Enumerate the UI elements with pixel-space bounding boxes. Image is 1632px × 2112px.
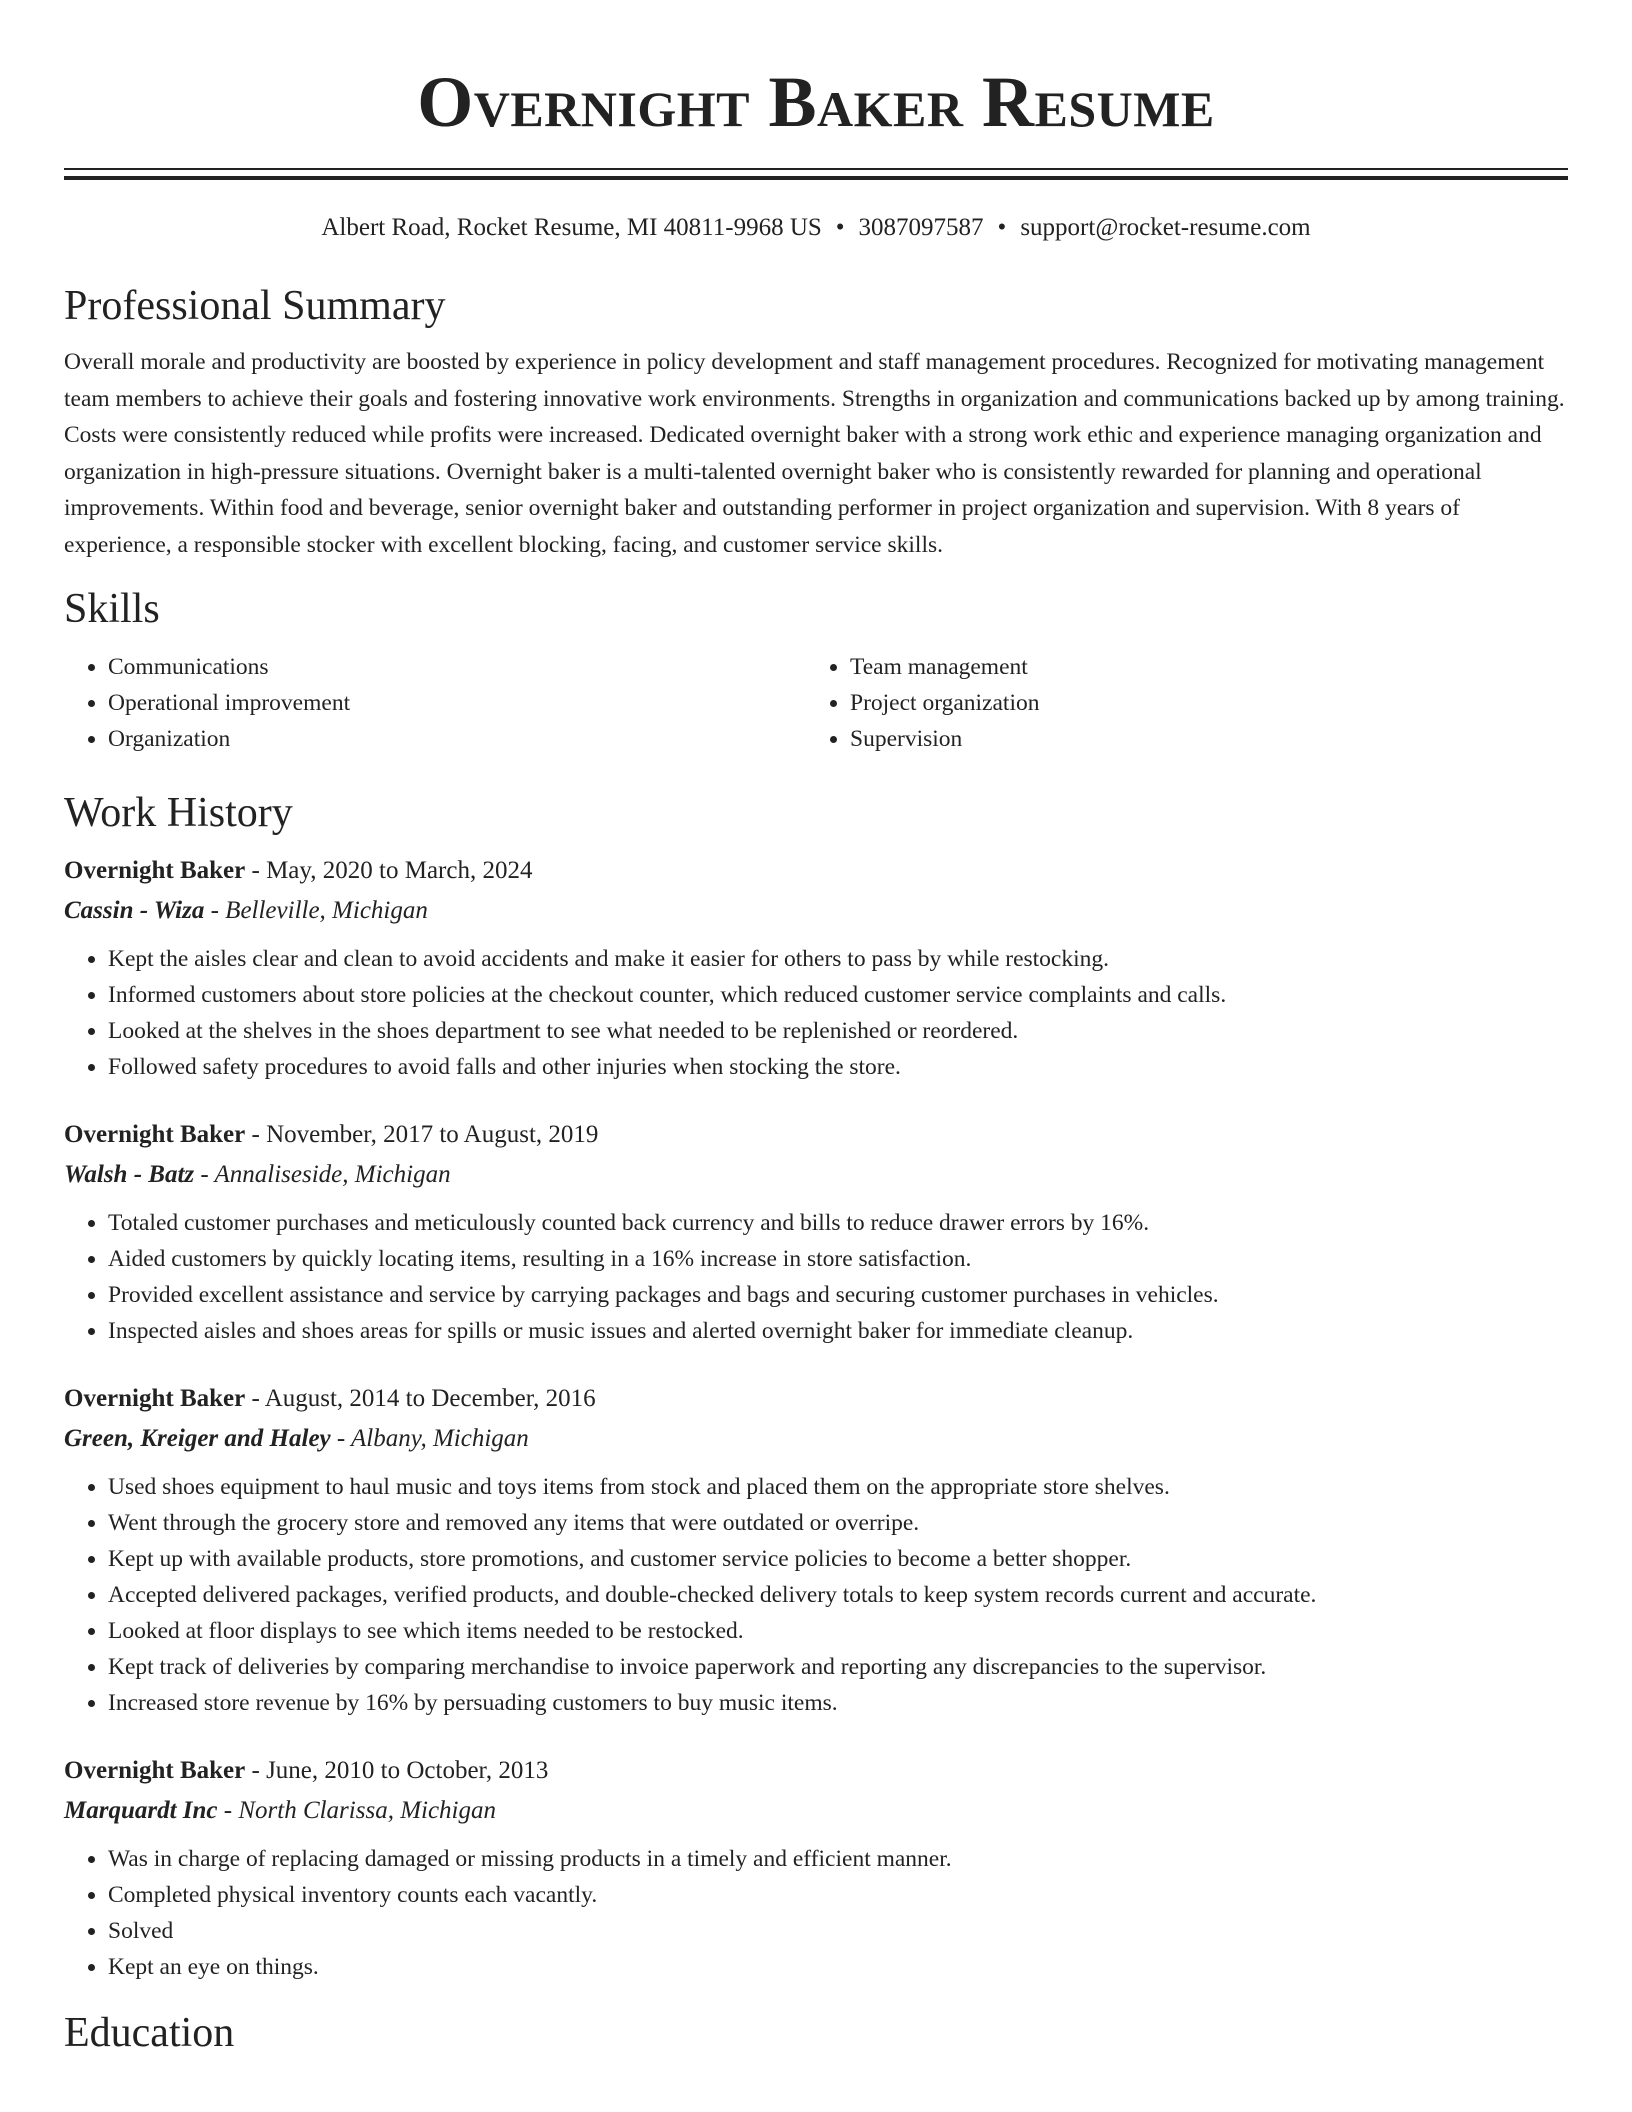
job-location: - Albany, Michigan [330, 1425, 529, 1452]
skills-left-list [64, 649, 806, 757]
job-bullets [64, 941, 1568, 1085]
job-company-line [64, 1791, 1568, 1831]
job-title: Overnight Baker [64, 1121, 246, 1148]
job-location: - Belleville, Michigan [204, 897, 428, 924]
job-bullet: • Accepted delivered packages, verified products, and double-checked delivery totals to keep system records current and accurate. [108, 1577, 1568, 1613]
job-dates: - August, 2014 to December, 2016 [245, 1385, 596, 1412]
job-bullet: • Informed customers about store policies at the checkout counter, which reduced customer service complaints and calls. [108, 977, 1568, 1013]
job-dates: - May, 2020 to March, 2024 [245, 857, 533, 884]
summary-text: Overall morale and productivity are boosted by experience in policy development and staff management procedures. Recognized for motivating management team members to achieve their goals and fostering innovative work environments. Strengths in organization and communications backed up by among training. Costs were consistently reduced while profits were increased. Dedicated overnight baker with a strong work ethic and experience managing organization and organization in high-pressure situations. Overnight baker is a multi-talented overnight baker who is consistently rewarded for planning and operational improvements. Within food and beverage, senior overnight baker and outstanding performer in project organization and supervision. With 8 years of experience, a responsible stocker with excellent blocking, facing, and customer service skills. [64, 349, 1565, 558]
job-entry [64, 1379, 1568, 1721]
job-entry [64, 851, 1568, 1085]
job-location: - North Clarissa, Michigan [217, 1797, 497, 1824]
skill-item: • Supervision [850, 721, 1548, 757]
job-title: Overnight Baker [64, 1757, 246, 1784]
contact-separator: • [997, 214, 1007, 241]
resume-page [64, 0, 1568, 2059]
job-bullet: • Kept the aisles clear and clean to avoid accidents and make it easier for others to pass by while restocking. [108, 941, 1568, 977]
job-entry [64, 1751, 1568, 1985]
job-bullet: • Totaled customer purchases and meticulously counted back currency and bills to reduce drawer errors by 16%. [108, 1205, 1568, 1241]
skills-right-list [806, 649, 1548, 757]
job-company-line [64, 1155, 1568, 1195]
skills-columns [64, 649, 1568, 757]
job-bullet: • Kept an eye on things. [108, 1949, 1568, 1985]
job-bullet: • Solved [108, 1913, 1568, 1949]
job-bullet: • Went through the grocery store and removed any items that were outdated or overripe. [108, 1505, 1568, 1541]
skills-section [64, 583, 1568, 757]
job-title: Overnight Baker [64, 1385, 246, 1412]
job-bullet: • Was in charge of replacing damaged or missing products in a timely and efficient manner. [108, 1841, 1568, 1877]
contact-phone: 3087097587 [858, 214, 984, 241]
job-bullets [64, 1205, 1568, 1349]
job-company: Walsh - Batz [64, 1161, 195, 1188]
work-history-section [64, 787, 1568, 1985]
job-company: Cassin - Wiza [64, 897, 205, 924]
job-bullet: • Completed physical inventory counts each vacantly. [108, 1877, 1568, 1913]
skill-item: • Project organization [850, 685, 1548, 721]
skill-item: • Team management [850, 649, 1548, 685]
work-history-heading: Work History [64, 790, 293, 836]
education-heading: Education [64, 2010, 235, 2056]
contact-line [64, 213, 1568, 243]
summary-section [64, 280, 1568, 563]
job-bullets [64, 1469, 1568, 1721]
skill-item: • Communications [108, 649, 806, 685]
job-bullet: • Looked at the shelves in the shoes department to see what needed to be replenished or reordered. [108, 1013, 1568, 1049]
contact-email: support@rocket-resume.com [1020, 214, 1311, 241]
job-bullet: • Provided excellent assistance and service by carrying packages and bags and securing customer purchases in vehicles. [108, 1277, 1568, 1313]
job-dates: - November, 2017 to August, 2019 [245, 1121, 599, 1148]
contact-address: Albert Road, Rocket Resume, MI 40811-9968 US [321, 214, 822, 241]
job-bullet: • Kept up with available products, store promotions, and customer service policies to become a better shopper. [108, 1541, 1568, 1577]
job-company-line [64, 891, 1568, 931]
skill-item: • Operational improvement [108, 685, 806, 721]
job-bullet: • Used shoes equipment to haul music and toys items from stock and placed them on the appropriate store shelves. [108, 1469, 1568, 1505]
contact-separator: • [835, 214, 845, 241]
job-title-line [64, 1751, 1568, 1791]
job-title-line [64, 1115, 1568, 1155]
summary-heading: Professional Summary [64, 283, 446, 329]
title-rule-thin [64, 168, 1568, 170]
job-bullet: • Kept track of deliveries by comparing merchandise to invoice paperwork and reporting any discrepancies to the supervisor. [108, 1649, 1568, 1685]
job-location: - Annaliseside, Michigan [194, 1161, 451, 1188]
job-title: Overnight Baker [64, 857, 246, 884]
title-rule-thick [64, 176, 1568, 180]
resume-title: Overnight Baker Resume [417, 62, 1215, 142]
job-title-line [64, 1379, 1568, 1419]
skills-heading: Skills [64, 586, 160, 632]
job-company-line [64, 1419, 1568, 1459]
job-dates: - June, 2010 to October, 2013 [245, 1757, 549, 1784]
job-bullets [64, 1841, 1568, 1985]
skill-item: • Organization [108, 721, 806, 757]
job-bullet: • Followed safety procedures to avoid falls and other injuries when stocking the store. [108, 1049, 1568, 1085]
job-bullet: • Increased store revenue by 16% by persuading customers to buy music items. [108, 1685, 1568, 1721]
job-bullet: • Inspected aisles and shoes areas for spills or music issues and alerted overnight baker for immediate cleanup. [108, 1313, 1568, 1349]
job-title-line [64, 851, 1568, 891]
education-section [64, 2007, 1568, 2059]
job-bullet: • Aided customers by quickly locating items, resulting in a 16% increase in store satisfaction. [108, 1241, 1568, 1277]
job-entry [64, 1115, 1568, 1349]
job-company: Marquardt Inc [64, 1797, 218, 1824]
job-bullet: • Looked at floor displays to see which items needed to be restocked. [108, 1613, 1568, 1649]
job-company: Green, Kreiger and Haley [64, 1425, 331, 1452]
